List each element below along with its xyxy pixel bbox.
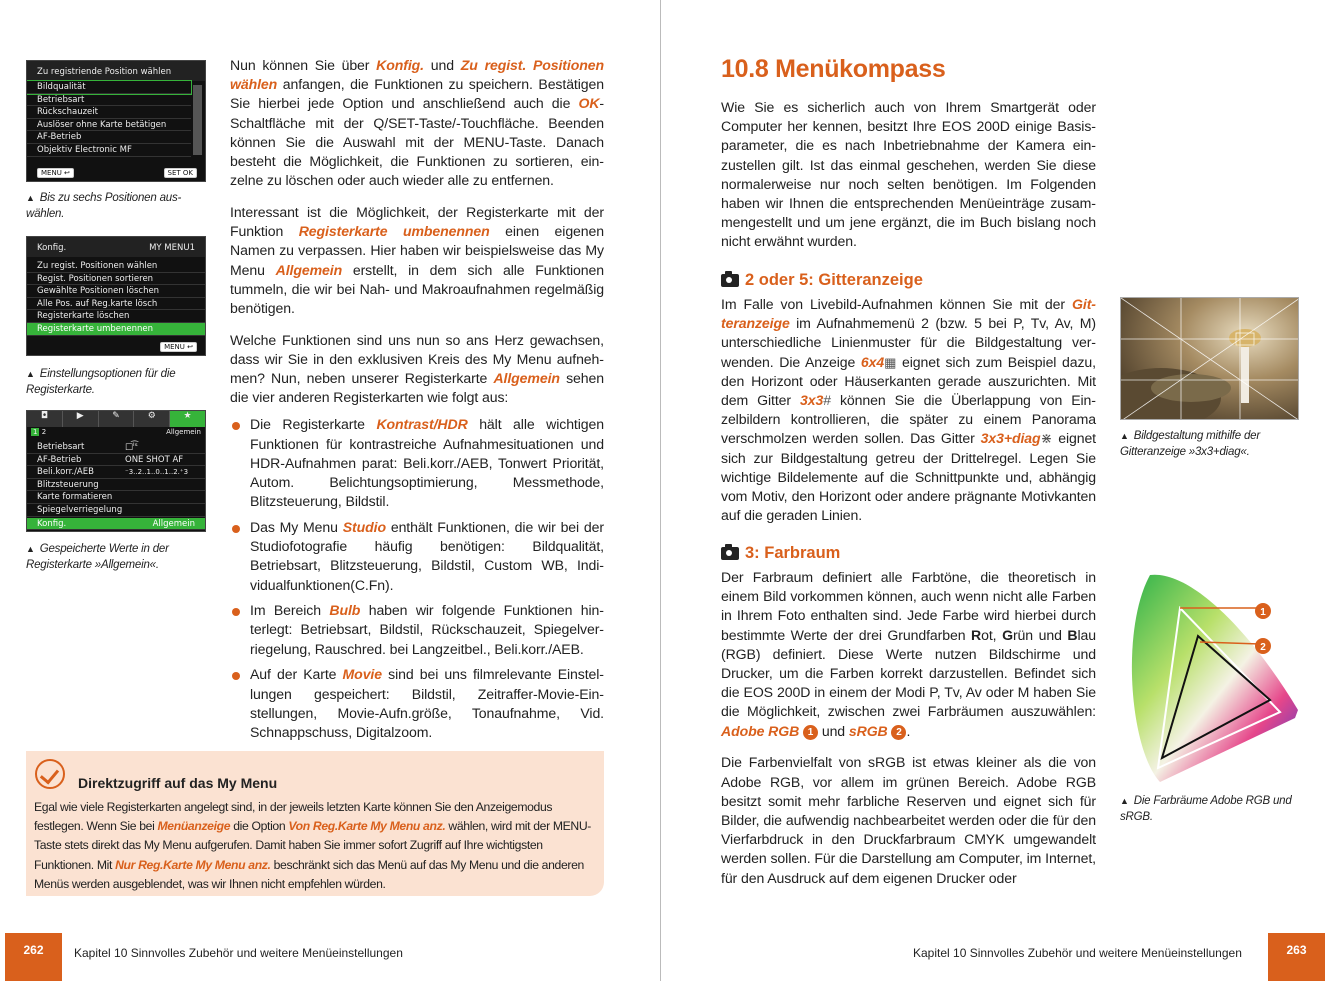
screenshot-row: Gewählte Positionen löschen bbox=[27, 285, 205, 298]
running-footer: Kapitel 10 Sinnvolles Zubehör und weitere Menüeinstellungen bbox=[74, 946, 403, 960]
screenshot-row: Rückschauzeit bbox=[27, 106, 191, 119]
list-item: Auf der Karte Movie sind bei uns filmrelevante Einstellungen gespeichert: Bildstil, Zeitraffer-Movie-Einstellungen, Movie-Aufn.größe, Tonaufnahme, Vid. Schnappschuss, Digitalzoom. bbox=[230, 665, 604, 742]
screenshot-row: Zu regist. Positionen wählen bbox=[27, 260, 205, 273]
grid-photo bbox=[1120, 297, 1299, 420]
tip-title: Direktzugriff auf das My Menu bbox=[78, 775, 278, 791]
paragraph: Im Falle von Livebild-Aufnahmen können Sie mit der Gitteranzeige im Aufnahmemenü 2 (bzw. 5 bei P, Tv, Av, M) unterschiedliche Linienmuster für die Bildgestaltung verwenden. Die Anzeige 6x4▦ eignet sich zum Beispiel dazu, den Horizont oder Häuserkanten gerade auszurichten. Mit dem Gitter 3x3# können Sie die Überlappung von Einzelbildern kontrollieren, die später zu einem Panorama verschmolzen werden sollen. Das Gitter 3x3+diag⋇ eignet sich zur Bildgestaltung getreu der Drittelregel. Legen Sie wichtige Bildelemente auf die Schnittpunkte und, abhängig vom Motiv, den Horizont oder andere prägnante Motivkanten auf die geraden Linien. bbox=[721, 296, 1097, 524]
running-footer: Kapitel 10 Sinnvolles Zubehör und weitere Menüeinstellungen bbox=[913, 946, 1242, 960]
paragraph: Nun können Sie über Konfig. und Zu regist. Positionen wählen anfangen, die Funktionen zu speichern. Bestätigen Sie hierbei jede Option und anschließend auch die OK-Schaltfläche mit der Q/SET-Taste/-Touchfläche. Beenden können Sie die Auswahl mit der MENU-Taste. Danach besteht die Möglichkeit, die Funktionen zu sortieren, einzelne zu löschen oder auch wieder alle zu entfernen. bbox=[230, 57, 604, 189]
screenshot-row-selected: Konfig. Allgemein bbox=[27, 518, 205, 531]
screenshot-row: AF-Betrieb ONE SHOT AF bbox=[27, 454, 205, 467]
caption-text: Gespeicherte Werte in der Registerkarte »Allgemein«. bbox=[26, 543, 169, 571]
caption-text: Bis zu sechs Positionen auswählen. bbox=[26, 192, 182, 220]
tip-box bbox=[26, 751, 604, 896]
caption-triangle-icon: ▲ bbox=[26, 369, 35, 379]
screenshot-row: Regist. Positionen sortieren bbox=[27, 273, 205, 286]
menu-screenshot-register-position bbox=[26, 60, 206, 182]
screenshot-row: Objektiv Electronic MF bbox=[27, 144, 191, 157]
tab-label: Allgemein bbox=[166, 428, 201, 436]
label-2-text: 2 bbox=[1260, 642, 1266, 653]
caption-color-space bbox=[1120, 793, 1300, 825]
screenshot-tab-bar bbox=[27, 411, 205, 427]
grid-3x3-icon: # bbox=[823, 392, 831, 409]
camera-tab-icon: ◘ bbox=[27, 411, 63, 427]
subtab-numbers: 1 2 bbox=[33, 428, 47, 436]
screenshot-title: Konfig. bbox=[37, 243, 67, 253]
screenshot-title-right: MY MENU1 bbox=[149, 243, 195, 253]
right-page bbox=[662, 0, 1325, 981]
screenshot-row: Spiegelverriegelung bbox=[27, 504, 205, 517]
left-page bbox=[0, 0, 661, 981]
menu-screenshot-allgemein bbox=[26, 410, 206, 532]
bullet-list bbox=[230, 415, 604, 742]
screenshot-row: Registerkarte löschen bbox=[27, 310, 205, 323]
screenshot-row: Alle Pos. auf Reg.karte lösch bbox=[27, 298, 205, 311]
caption-triangle-icon: ▲ bbox=[1120, 431, 1129, 441]
grid-diag-icon: ⋇ bbox=[1040, 430, 1053, 447]
list-item: Im Bereich Bulb haben wir folgende Funktionen hinterlegt: Betriebsart, Bildstil, Rückschauzeit, Spiegelverriegelung, Rauschred. bei Langzeitbel., Beli.korr./AEB. bbox=[230, 601, 604, 659]
wrench-tab-icon: ✎ bbox=[99, 411, 135, 427]
caption-screenshot-2 bbox=[26, 366, 211, 398]
paragraph: Der Farbraum definiert alle Farbtöne, die theoretisch in einem Bild vorkommen können, auch wenn nicht alle Farben in Ihrem Foto enthalten sind. Jede Farbe wird hierbei durch bestimmte Werte der drei Grundfarben Rot, Grün und Blau (RGB) definiert. Diese Werte nutzen Bildschirme und Drucker, um die Farben korrekt darzustellen. Befindet sich die EOS 200D in einem der Modi P, Tv, Av oder M haben Sie die Möglichkeit, zwischen zwei Farbräumen auszuwählen: Adobe RGB 1 und sRGB 2 . bbox=[721, 569, 1096, 739]
paragraph: Welche Funktionen sind uns nun so ans Herz gewachsen, dass wir Sie in den exklusiven Kreis des My Menu aufnehmen? Nun, neben unserer Registerkarte Allgemein sehen die vier anderen Registerkarten wie folgt aus: bbox=[230, 331, 604, 406]
screenshot-row: Bildqualität bbox=[27, 81, 191, 94]
caption-screenshot-3 bbox=[26, 541, 211, 573]
intro-paragraph bbox=[721, 98, 1096, 264]
page-number: 263 bbox=[1268, 933, 1325, 981]
caption-triangle-icon: ▲ bbox=[1120, 796, 1129, 806]
custom-tab-icon: ⚙ bbox=[134, 411, 170, 427]
screenshot-row: AF-Betrieb bbox=[27, 131, 191, 144]
menu-back-badge: MENU ↩ bbox=[37, 168, 74, 178]
camera-icon bbox=[721, 274, 739, 287]
checkmark-icon bbox=[35, 759, 65, 789]
paragraph: Interessant ist die Möglichkeit, der Registerkarte mit der Funktion Registerkarte umbenennen einen eigenen Namen zu verpassen. Hier haben wir beispielsweise das My Menu Allgemein erstellt, in dem sich alle Funktionen tummeln, die wir bei Nah- und Makroaufnahmen regelmäßig benötigen. bbox=[230, 203, 605, 316]
gitter-paragraph bbox=[721, 295, 1096, 538]
subheading-gitteranzeige: 2 oder 5: Gitteranzeige bbox=[721, 271, 923, 290]
number-badge-2: 2 bbox=[891, 725, 906, 740]
mushroom-photo-svg bbox=[1121, 298, 1299, 420]
camera-icon bbox=[721, 547, 739, 560]
playback-tab-icon: ▶ bbox=[63, 411, 99, 427]
screenshot-scrollbar bbox=[193, 85, 202, 155]
screenshot-title: Zu registriende Position wählen bbox=[27, 61, 205, 81]
caption-text: Die Farbräume Adobe RGB und sRGB. bbox=[1120, 795, 1292, 823]
star-tab-icon: ★ bbox=[170, 411, 205, 427]
paragraph: Wie Sie es sicherlich auch von Ihrem Smartgerät oder Computer her kennen, besitzt Ihre EOS 200D einige Basisparameter, die es nach Inbetriebnahme der Kamera einzustellen gilt. Ist das einmal geschehen, werden Sie diese normalerweise nur noch selten benötigen. Im Folgenden haben wir Ihnen die entsprechenden Menüeinträge zusammengestellt und um jene ergänzt, die im Buch bislang noch nicht erwähnt wurden. bbox=[721, 99, 1096, 250]
color-space-diagram bbox=[1120, 570, 1300, 785]
screenshot-header bbox=[27, 237, 205, 257]
menu-screenshot-konfig bbox=[26, 236, 206, 356]
screenshot-row: Auslöser ohne Karte betätigen bbox=[27, 119, 191, 132]
screenshot-row: Beli.korr./AEB ⁻3..2..1..0..1..2.⁺3 bbox=[27, 466, 205, 479]
set-ok-badge: SET OK bbox=[164, 168, 197, 178]
subheading-farbraum: 3: Farbraum bbox=[721, 544, 840, 563]
color-space-svg bbox=[1120, 570, 1300, 785]
farbraum-paragraphs bbox=[721, 568, 1096, 900]
list-item: Das My Menu Studio enthält Funktionen, die wir bei der Studiofotografie häufig benötigen: Bildqualität, Betriebsart, Blitzsteuerung, Bildstil, Custom WB, Individualfunktionen(C.Fn). bbox=[230, 518, 604, 595]
page-number: 262 bbox=[5, 933, 62, 981]
caption-text: Bildgestaltung mithilfe der Gitteranzeige »3x3+diag«. bbox=[1120, 430, 1261, 458]
screenshot-row-selected: Registerkarte umbenennen bbox=[27, 323, 205, 336]
caption-grid-photo bbox=[1120, 428, 1300, 460]
screenshot-subtabs bbox=[27, 427, 205, 437]
left-text-column bbox=[230, 56, 604, 749]
tip-text: Egal wie viele Registerkarten angelegt sind, in der jeweils letzten Karte können Sie den Anzeigemodus festlegen. Wenn Sie bei Menüanzeige die Option Von Reg.Karte My Menu anz. wählen, wird mit der MENU-Taste stets direkt das My Menu aufgerufen. Damit haben Sie immer sofort Zugriff auf Ihre wichtigsten Funktionen. Mit Nur Reg.Karte My Menu anz. beschränkt sich das Menü auf das My Menu und die anderen Menüs werden ausgeblendet, was wir Ihnen nicht empfehlen würden. bbox=[34, 800, 592, 891]
caption-screenshot-1 bbox=[26, 190, 211, 222]
number-badge-1: 1 bbox=[803, 725, 818, 740]
section-heading: 10.8 Menükompass bbox=[721, 55, 946, 83]
screenshot-row: Betriebsart □ᴵ͡ˢ bbox=[27, 441, 205, 454]
screenshot-row: Betriebsart bbox=[27, 94, 191, 107]
screenshot-row: Karte formatieren bbox=[27, 491, 205, 504]
list-item: Die Registerkarte Kontrast/HDR hält alle wichtigen Funktionen für kontrastreiche Aufnahmesituationen und HDR-Aufnahmen parat: Beli.korr./AEB, Tonwert Priorität, Autom. Belichtungsoptimierung, Messmethode, Blitzsteuerung, Bildstil. bbox=[230, 415, 604, 511]
label-1-text: 1 bbox=[1260, 607, 1266, 618]
caption-triangle-icon: ▲ bbox=[26, 193, 35, 203]
paragraph: Die Farbenvielfalt von sRGB ist etwas kleiner als die von Adobe RGB, vor allem im grünen Bereich. Adobe RGB besitzt somit mehr farbliche Reserven und eignet sich für Bilder, die aufwendig nachbearbeitet werden oder die für den Vierfarbdruck in den Druckfarbraum CMYK umgewandelt werden sollen. Für die Darstellung am Computer, im Internet, für den Ausdruck auf dem eigenen Drucker oder bbox=[721, 754, 1096, 886]
grid-6x4-icon: ▦ bbox=[884, 354, 897, 370]
menu-back-badge: MENU ↩ bbox=[160, 342, 197, 352]
screenshot-row: Blitzsteuerung bbox=[27, 479, 205, 492]
caption-triangle-icon: ▲ bbox=[26, 544, 35, 554]
caption-text: Einstellungsoptionen für die Registerkarte. bbox=[26, 368, 176, 396]
